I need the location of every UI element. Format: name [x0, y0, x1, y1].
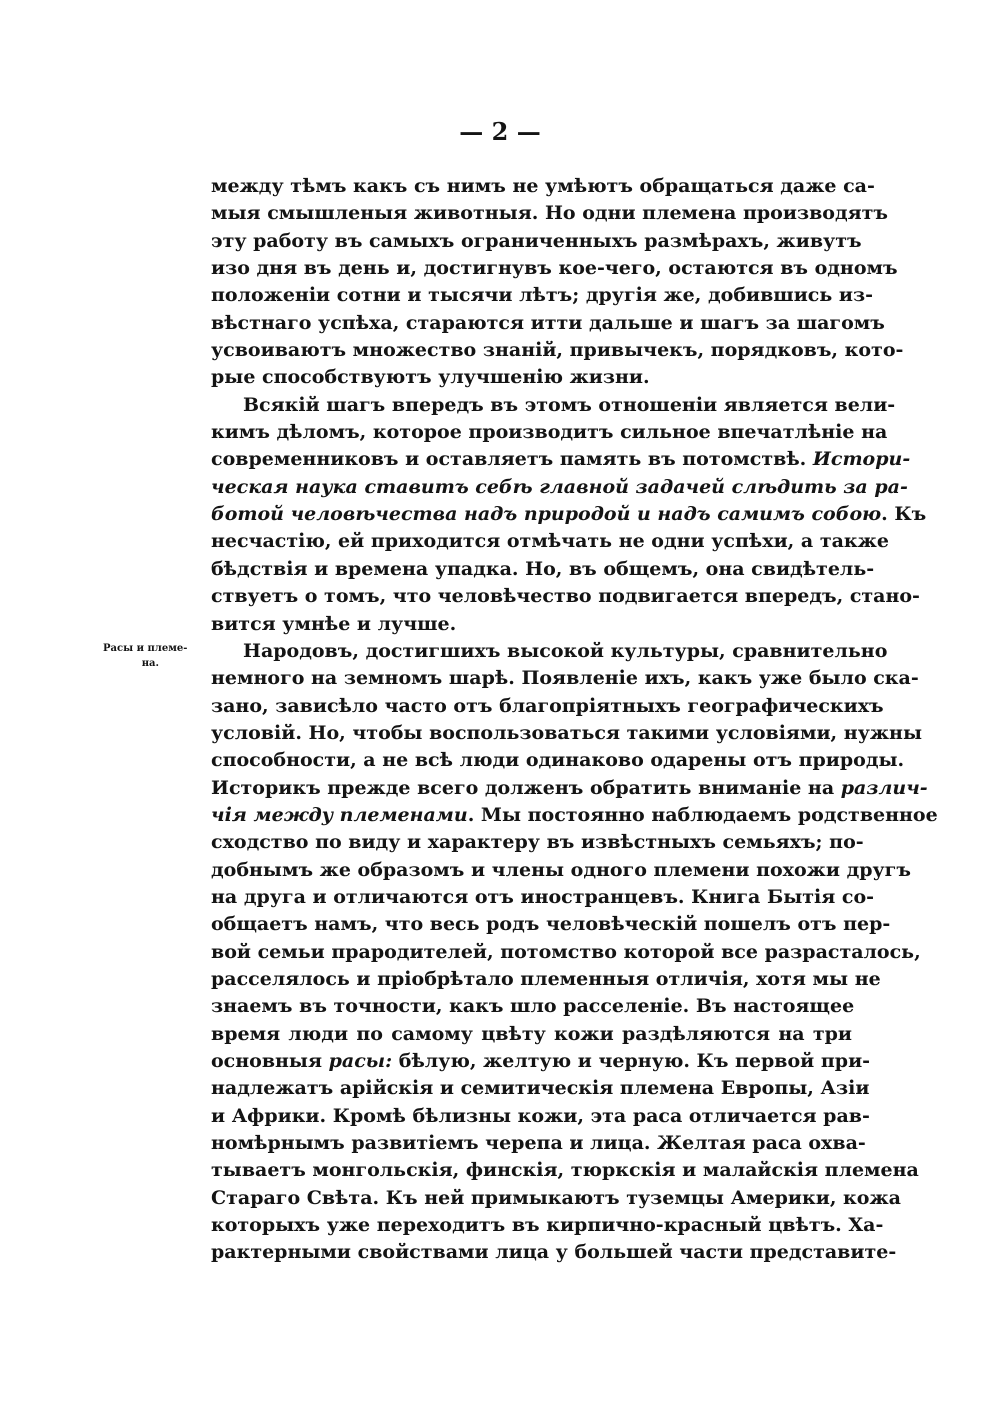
text-segment: кимъ дѣломъ, которое производитъ сильное впечатлѣніе на [211, 421, 888, 444]
text-segment: общаетъ намъ, что весь родъ человѣческій пошелъ отъ пер- [211, 913, 891, 936]
margin-note [103, 641, 188, 671]
text-line [211, 1048, 871, 1075]
text-segment: бѣлую, желтую и черную. Къ первой при- [392, 1050, 871, 1072]
text-segment: Народовъ, достигшихъ высокой культуры, сравнительно [243, 639, 888, 662]
text-segment: надлежатъ арійскія и семитическія племена Европы, Азіи [211, 1077, 870, 1100]
text-line [211, 1239, 897, 1266]
text-line [211, 720, 922, 747]
text-segment: рактерными свойствами лица у большей части представите- [211, 1241, 897, 1264]
text-line [211, 884, 875, 911]
text-segment: ствуетъ о томъ, что человѣчество подвигается впередъ, стано- [211, 585, 920, 608]
text-line [211, 392, 896, 419]
text-line [211, 228, 862, 255]
text-line [211, 1212, 884, 1239]
text-line [211, 611, 852, 638]
margin-note-line: на. [141, 658, 159, 669]
page-number: — 2 — [459, 117, 541, 146]
body-text [211, 173, 938, 1267]
text-segment: положеніи сотни и тысячи лѣтъ; другія же, добившись из- [211, 284, 873, 307]
text-segment: номѣрнымъ развитіемъ черепа и лица. Желтая раса охва- [211, 1132, 866, 1155]
text-segment: условій. Но, чтобы воспользоваться такими условіями, нужны [211, 721, 922, 744]
text-line [211, 282, 873, 309]
text-segment: рые способствуютъ улучшенію жизни. [211, 366, 650, 389]
text-segment: . Къ [881, 503, 927, 526]
text-segment: которыхъ уже переходитъ въ кирпично-красный цвѣтъ. Ха- [211, 1214, 884, 1237]
text-line [211, 911, 891, 938]
text-segment: немного на земномъ шарѣ. Появленіе ихъ, какъ уже было ска- [211, 667, 919, 690]
text-segment: эту работу въ самыхъ ограниченныхъ размѣрахъ, живутъ [211, 229, 862, 252]
text-segment: несчастію, ей приходится отмѣчать не одни успѣхи, а также [211, 530, 889, 553]
text-line [211, 583, 920, 610]
text-line [211, 1103, 870, 1130]
text-line [211, 337, 904, 364]
text-line [211, 255, 898, 282]
text-line [211, 200, 888, 227]
text-line [211, 364, 852, 391]
text-line [211, 1130, 866, 1157]
text-segment: между тѣмъ какъ съ нимъ не умѣютъ обращаться даже са- [211, 175, 875, 197]
text-segment: зано, зависѣло часто отъ благопріятныхъ географическихъ [211, 694, 884, 717]
text-segment: сходство по виду и характеру въ извѣстныхъ семьяхъ; по- [211, 831, 864, 854]
text-segment: знаемъ въ точности, какъ шло расселеніе. Въ настоящее [211, 995, 855, 1018]
text-line [211, 693, 884, 720]
text-line [211, 966, 881, 993]
text-line [211, 993, 855, 1020]
text-segment: вится умнѣе и лучше. [211, 612, 457, 635]
text-line [211, 1075, 870, 1102]
text-segment: Историкъ прежде всего долженъ обратить вниманіе на [211, 776, 841, 799]
text-segment: мыя смышленыя животныя. Но одни племена производятъ [211, 202, 888, 225]
text-line [211, 474, 908, 501]
text-line [211, 419, 888, 446]
text-segment: бѣдствія и времена упадка. Но, въ общемъ, она свидѣтель- [211, 557, 875, 580]
text-line [211, 665, 919, 692]
text-line [211, 446, 911, 473]
text-segment: время люди по самому цвѣту кожи раздѣляются на три [211, 1022, 852, 1045]
italic-segment: различ- [840, 776, 928, 799]
text-segment: Стараго Свѣта. Къ ней примыкаютъ туземцы Америки, кожа [211, 1186, 901, 1209]
text-segment: усвоиваютъ множество знаній, привычекъ, порядковъ, кото- [211, 339, 904, 362]
text-line [211, 829, 864, 856]
text-line [211, 310, 885, 337]
text-segment: добнымъ же образомъ и члены одного племени похожи другъ [211, 858, 911, 881]
text-segment: и Африки. Кромѣ бѣлизны кожи, эта раса отличается рав- [211, 1104, 870, 1127]
text-line [211, 501, 927, 528]
text-line [211, 638, 888, 665]
text-segment: расселялось и пріобрѣтало племенныя отличія, хотя мы не [211, 967, 881, 990]
text-segment: способности, а не всѣ люди одинаково одарены отъ природы. [211, 749, 905, 772]
italic-segment: чія между племенами [211, 803, 468, 826]
text-line [211, 939, 921, 966]
italic-segment: расы: [328, 1050, 393, 1072]
italic-segment: Истори- [812, 448, 911, 471]
text-line [211, 775, 928, 802]
text-segment: вой семьи прародителей, потомство которой все разрасталось, [211, 940, 921, 963]
text-segment: Всякій шагъ впередъ въ этомъ отношеніи является вели- [243, 393, 896, 416]
text-segment: вѣстнаго успѣха, стараются итти дальше и шагъ за шагомъ [211, 311, 885, 334]
text-line [211, 1021, 852, 1048]
text-line [211, 1185, 901, 1212]
margin-note-line: Расы и племе- [103, 643, 188, 654]
text-line [211, 173, 875, 200]
text-line [211, 802, 938, 829]
text-line [211, 857, 911, 884]
text-segment: на друга и отличаются отъ иностранцевъ. Книга Бытія со- [211, 885, 875, 908]
italic-segment: ческая наука ставитъ себѣ главной задачей слѣдить за ра- [211, 475, 908, 498]
italic-segment: ботой человѣчества надъ природой и надъ самимъ собою [211, 503, 882, 526]
text-line [211, 528, 889, 555]
text-line [211, 1157, 919, 1184]
text-line [211, 747, 905, 774]
text-segment: основныя [211, 1050, 329, 1072]
text-line [211, 556, 875, 583]
text-segment: тываетъ монгольскія, финскія, тюркскія и малайскія племена [211, 1159, 919, 1182]
text-segment: современниковъ и оставляетъ память въ потомствѣ. [211, 448, 813, 471]
text-segment: изо дня въ день и, достигнувъ кое-чего, остаются въ одномъ [211, 257, 898, 280]
text-segment: . Мы постоянно наблюдаемъ родственное [467, 803, 938, 826]
